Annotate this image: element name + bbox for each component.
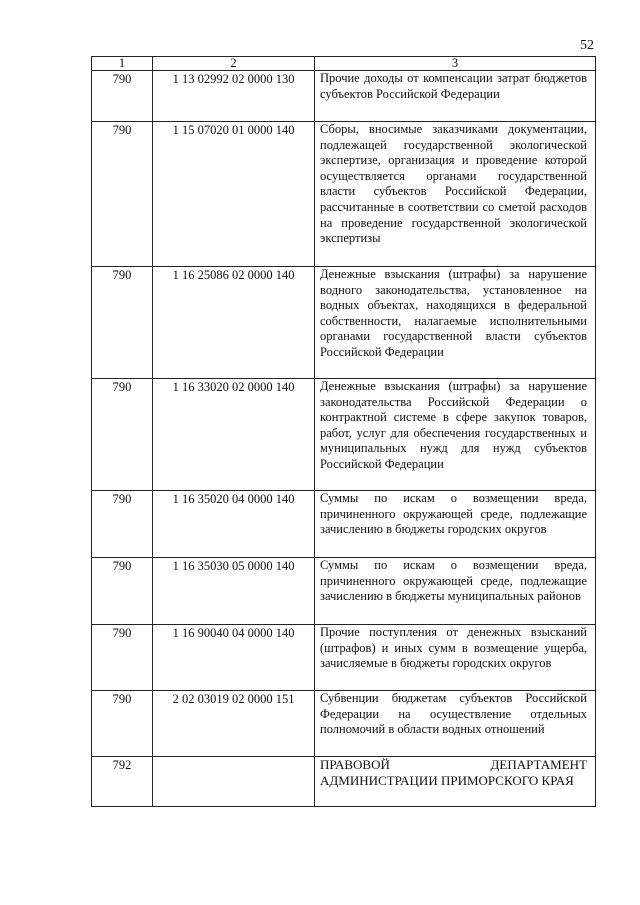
- revenue-name-cell: Прочие поступления от денежных взысканий (штрафов) и иных сумм в возмещение ущерба, зачисляемые в бюджеты городских округов: [315, 625, 596, 691]
- page-number: 52: [580, 38, 594, 53]
- admin-code-cell: 790: [92, 71, 153, 122]
- admin-code-cell: 790: [92, 267, 153, 379]
- budget-code-cell: [153, 757, 315, 807]
- header-cell-1: 1: [92, 57, 153, 71]
- table-row: [92, 122, 596, 267]
- table-header-row: [92, 57, 596, 71]
- budget-code-cell: 1 16 35020 04 0000 140: [153, 491, 315, 558]
- budget-code-cell: 1 16 25086 02 0000 140: [153, 267, 315, 379]
- admin-code-cell: 790: [92, 691, 153, 757]
- budget-code-cell: 1 16 90040 04 0000 140: [153, 625, 315, 691]
- budget-revenue-table: [91, 56, 596, 807]
- table-row: [92, 625, 596, 691]
- admin-code-cell: 790: [92, 558, 153, 625]
- table-row: [92, 71, 596, 122]
- table-row: [92, 491, 596, 558]
- admin-code-cell: 790: [92, 625, 153, 691]
- revenue-name-cell: Сборы, вносимые заказчиками документации, подлежащей государственной экологической экспертизе, организация и проведение которой осуществляется органами государственной власти субъектов Российской Федерации, рассчитанные в соответствии со сметой расходов на проведение государственной экологической экспертизы: [315, 122, 596, 267]
- table-row: [92, 379, 596, 491]
- admin-code-cell: 792: [92, 757, 153, 807]
- table-row: [92, 757, 596, 807]
- revenue-name-cell: Суммы по искам о возмещении вреда, причиненного окружающей среде, подлежащие зачислению в бюджеты муниципальных районов: [315, 558, 596, 625]
- admin-code-cell: 790: [92, 379, 153, 491]
- budget-code-cell: 1 15 07020 01 0000 140: [153, 122, 315, 267]
- admin-code-cell: 790: [92, 491, 153, 558]
- header-cell-2: 2: [153, 57, 315, 71]
- revenue-name-cell: Денежные взыскания (штрафы) за нарушение водного законодательства, установленное на водных объектах, находящихся в федеральной собственности, налагаемые исполнительными органами государственной власти субъектов Российской Федерации: [315, 267, 596, 379]
- admin-code-cell: 790: [92, 122, 153, 267]
- table-row: [92, 267, 596, 379]
- department-name-cell: ПРАВОВОЙ ДЕПАРТАМЕНТ АДМИНИСТРАЦИИ ПРИМОРСКОГО КРАЯ: [315, 757, 596, 807]
- budget-code-cell: 2 02 03019 02 0000 151: [153, 691, 315, 757]
- budget-code-cell: 1 16 35030 05 0000 140: [153, 558, 315, 625]
- budget-code-cell: 1 16 33020 02 0000 140: [153, 379, 315, 491]
- revenue-name-cell: Денежные взыскания (штрафы) за нарушение законодательства Российской Федерации о контрактной системе в сфере закупок товаров, работ, услуг для обеспечения государственных и муниципальных нужд для нужд субъектов Российской Федерации: [315, 379, 596, 491]
- table-row: [92, 558, 596, 625]
- revenue-name-cell: Прочие доходы от компенсации затрат бюджетов субъектов Российской Федерации: [315, 71, 596, 122]
- table-row: [92, 691, 596, 757]
- header-cell-3: 3: [315, 57, 596, 71]
- budget-code-cell: 1 13 02992 02 0000 130: [153, 71, 315, 122]
- revenue-name-cell: Суммы по искам о возмещении вреда, причиненного окружающей среде, подлежащие зачислению в бюджеты городских округов: [315, 491, 596, 558]
- revenue-name-cell: Субвенции бюджетам субъектов Российской Федерации на осуществление отдельных полномочий в области водных отношений: [315, 691, 596, 757]
